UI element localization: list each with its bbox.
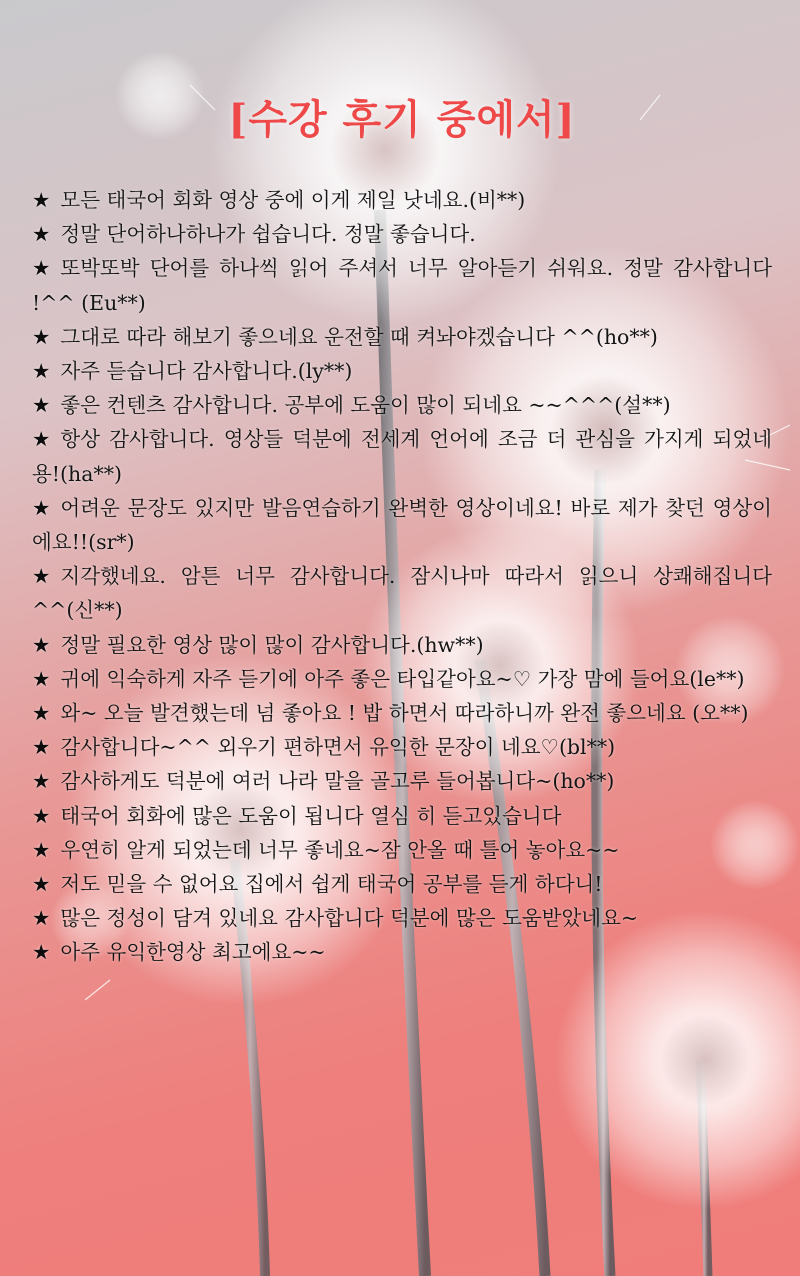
- review-text: 와~ 오늘 발견했는데 넘 좋아요 ! 밥 하면서 따라하니까 완전 좋으네요 (오**): [60, 701, 749, 726]
- review-text: 정말 단어하나하나가 쉽습니다. 정말 좋습니다.: [60, 222, 476, 247]
- review-item: [32, 901, 772, 935]
- star-icon: ★: [32, 735, 51, 760]
- review-item: [32, 388, 772, 422]
- review-item: [32, 183, 772, 217]
- star-icon: ★: [32, 188, 51, 212]
- review-item: [32, 251, 772, 319]
- review-item: [32, 628, 772, 662]
- star-icon: ★: [32, 393, 51, 418]
- review-text: 그대로 따라 해보기 좋으네요 운전할 때 켜놔야겠습니다 ^^(ho**): [60, 324, 658, 349]
- star-icon: ★: [32, 701, 51, 726]
- review-text: 항상 감사합니다. 영상들 덕분에 전세계 언어에 조금 더 관심을 가지게 되었네용!(ha**): [32, 427, 772, 486]
- review-text: 또박또박 단어를 하나씩 읽어 주셔서 너무 알아듣기 쉬워요. 정말 감사합니다 !^^ (Eu**): [32, 256, 772, 315]
- review-item: [32, 491, 772, 559]
- star-icon: ★: [32, 632, 51, 657]
- star-icon: ★: [32, 940, 51, 965]
- review-text: 정말 필요한 영상 많이 많이 감사합니다.(hw**): [60, 632, 484, 657]
- star-icon: ★: [32, 359, 51, 384]
- star-icon: ★: [32, 256, 51, 281]
- review-text: 자주 듣습니다 감사합니다.(ly**): [60, 359, 353, 384]
- review-text: 우연히 알게 되었는데 너무 좋네요~잠 안올 때 틀어 놓아요~~: [60, 837, 620, 862]
- review-text: 저도 믿을 수 없어요 집에서 쉽게 태국어 공부를 듣게 하다니!: [60, 872, 603, 897]
- review-text: 많은 정성이 담겨 있네요 감사합니다 덕분에 많은 도움받았네요~: [60, 906, 639, 931]
- star-icon: ★: [32, 222, 51, 247]
- star-icon: ★: [32, 495, 51, 520]
- review-text: 태국어 회화에 많은 도움이 됩니다 열심 히 듣고있습니다: [60, 803, 562, 828]
- review-list: [32, 183, 772, 970]
- star-icon: ★: [32, 803, 51, 828]
- star-icon: ★: [32, 666, 51, 691]
- star-icon: ★: [32, 872, 51, 897]
- review-text: 지각했네요. 암튼 너무 감사합니다. 잠시나마 따라서 읽으니 상쾌해집니다^^(신**): [32, 564, 772, 623]
- star-icon: ★: [32, 837, 51, 862]
- review-item: [32, 799, 772, 833]
- review-item: [32, 422, 772, 490]
- review-item: [32, 217, 772, 251]
- star-icon: ★: [32, 906, 51, 931]
- review-item: [32, 320, 772, 354]
- review-text: 좋은 컨텐츠 감사합니다. 공부에 도움이 많이 되네요 ~~^^^(설**): [60, 393, 671, 418]
- review-item: [32, 935, 772, 969]
- review-text: 아주 유익한영상 최고에요~~: [60, 940, 326, 965]
- review-item: [32, 764, 772, 798]
- reviews-panel: [32, 88, 772, 970]
- review-text: 귀에 익숙하게 자주 듣기에 아주 좋은 타입같아요~♡ 가장 맘에 들어요(le**): [60, 666, 745, 691]
- review-text: 감사하게도 덕분에 여러 나라 말을 골고루 들어봅니다~(ho**): [60, 769, 615, 794]
- review-text: 감사합니다~^^ 외우기 편하면서 유익한 문장이 네요♡(bl**): [60, 735, 616, 760]
- review-text: 어려운 문장도 있지만 발음연습하기 완벽한 영상이네요! 바로 제가 찾던 영상이에요!!(sr*): [32, 495, 772, 555]
- star-icon: ★: [32, 324, 51, 349]
- review-item: [32, 559, 772, 627]
- review-item: [32, 833, 772, 867]
- page-title: [수강 후기 중에서]: [228, 96, 576, 143]
- review-text: 모든 태국어 회화 영상 중에 이게 제일 낫네요.(비**): [60, 188, 526, 212]
- star-icon: ★: [32, 427, 51, 452]
- review-item: [32, 662, 772, 696]
- review-item: [32, 696, 772, 730]
- review-item: [32, 730, 772, 764]
- star-icon: ★: [32, 769, 51, 794]
- review-item: [32, 867, 772, 901]
- star-icon: ★: [32, 564, 51, 589]
- review-item: [32, 354, 772, 388]
